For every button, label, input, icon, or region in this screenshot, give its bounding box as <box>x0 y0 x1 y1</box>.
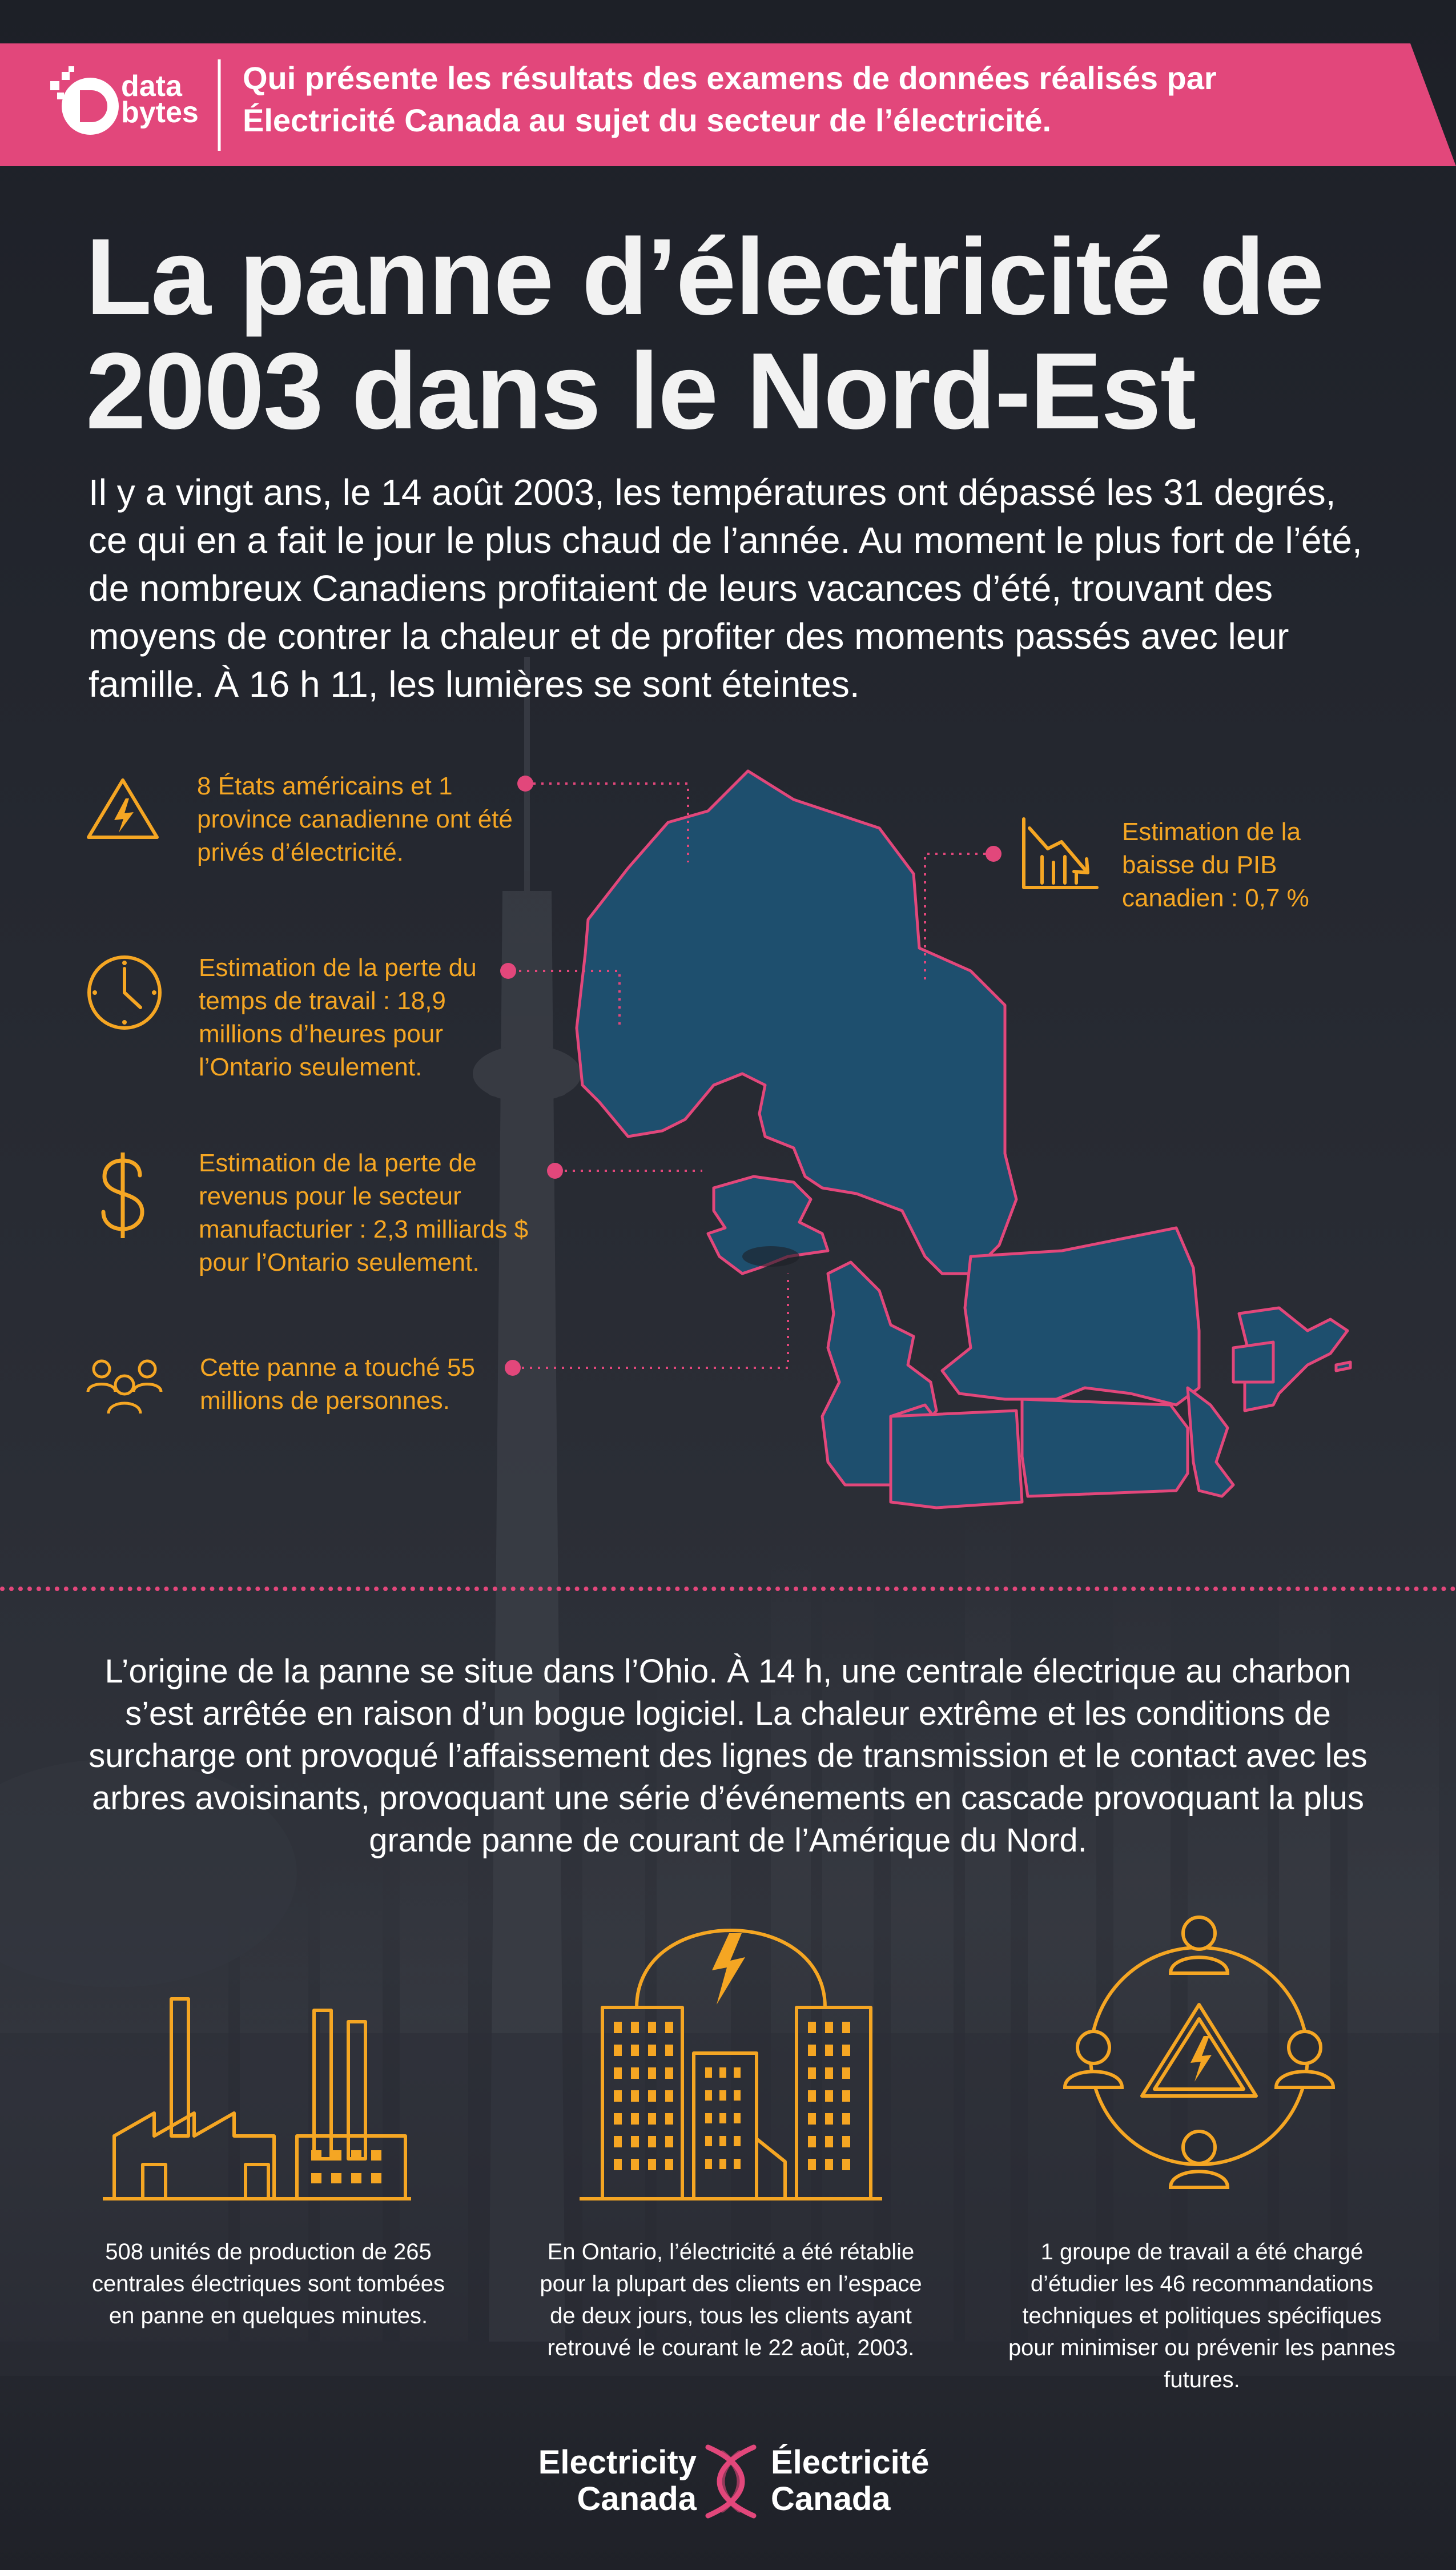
stat-revenue-lost: Estimation de la perte de revenus pour le secteur manufacturier : 2,3 milliards $ pour l’Ontario seulement. <box>199 1149 529 1276</box>
title-line-2: 2003 dans le Nord-Est <box>86 331 1196 452</box>
map-new-york <box>942 1228 1199 1405</box>
brand-line-2: bytes <box>121 96 199 129</box>
stat-people-affected: Cette panne a touché 55 millions de personnes. <box>200 1354 475 1415</box>
map-pennsylvania <box>1022 1399 1188 1496</box>
map-vermont <box>1233 1342 1273 1382</box>
caption-restoration: En Ontario, l’électricité a été rétablie pour la plupart des clients en l’espace de deux jours, tous les clients ayant retrouvé le courant le 22 août, 2003. <box>540 2239 922 2360</box>
logo-en-line-1: Electricity <box>538 2444 697 2481</box>
stat-states-affected: 8 États américains et 1 province canadienne ont été privés d’électricité. <box>197 772 513 866</box>
power-plant-icon <box>103 1965 411 2204</box>
map-long-island <box>1336 1362 1350 1371</box>
intro-paragraph: Il y a vingt ans, le 14 août 2003, les températures ont dépassé les 31 degrés, ce qui en a fait le jour le plus chaud de l’année. Au moment le plus fort de l’été, de nombreux Canadiens profitaient de leurs vacances d’été, trouvant des moyens de contrer la chaleur et de profiter des moments passés avec leur famille. À 16 h 11, les lumières se sont éteintes. <box>89 472 1362 705</box>
caption-power-plants: 508 unités de production de 265 centrales électriques sont tombées en panne en quelques minutes. <box>91 2239 445 2328</box>
origin-paragraph: L’origine de la panne se situe dans l’Ohio. À 14 h, une centrale électrique au charbon s’est arrêtée en raison d’un bogue logiciel. La chaleur extrême et les conditions de surcharge ont provoqué l’affaissement des lignes de transmission et le contact avec les arbres avoisinants, provoquant une série d’événements en cascade provoquant la plus grande panne de courant de l’Amérique du Nord. <box>89 1653 1367 1859</box>
clock-icon <box>85 953 164 1033</box>
declining-chart-icon <box>1019 817 1099 891</box>
logo-electricity-canada-en <box>514 2444 697 2517</box>
title-line-1: La panne d’électricité de <box>86 216 1324 338</box>
people-group-icon <box>85 1356 164 1422</box>
map-new-jersey <box>1188 1388 1233 1496</box>
brand-line-1: data <box>121 70 182 103</box>
logo-fr-line-2: Canada <box>771 2480 891 2517</box>
header-tagline: Qui présente les résultats des examens de données réalisés par Électricité Canada au sujet du secteur de l’électricité. <box>243 60 1217 138</box>
stat-gdp-decline: Estimation de la baisse du PIB canadien : 0,7 % <box>1122 818 1309 912</box>
stat-work-time-lost: Estimation de la perte du temps de travail : 18,9 millions d’heures pour l’Ontario seulement. <box>199 954 477 1081</box>
map-indiana-ohio <box>891 1411 1022 1508</box>
task-force-icon <box>1062 1908 1336 2204</box>
logo-fr-line-1: Électricité <box>771 2444 930 2481</box>
electricity-canada-logo-icon <box>699 2442 762 2521</box>
logo-electricite-canada-fr <box>771 2444 976 2517</box>
section-divider <box>0 1587 1456 1591</box>
city-power-icon <box>580 1865 882 2207</box>
logo-en-line-2: Canada <box>577 2480 697 2517</box>
caption-task-force: 1 groupe de travail a été chargé d’étudier les 46 recommandations techniques et politiques spécifiques pour minimiser ou prévenir les pannes futures. <box>1008 2239 1396 2392</box>
dollar-icon <box>94 1153 151 1238</box>
warning-bolt-icon <box>86 776 160 841</box>
